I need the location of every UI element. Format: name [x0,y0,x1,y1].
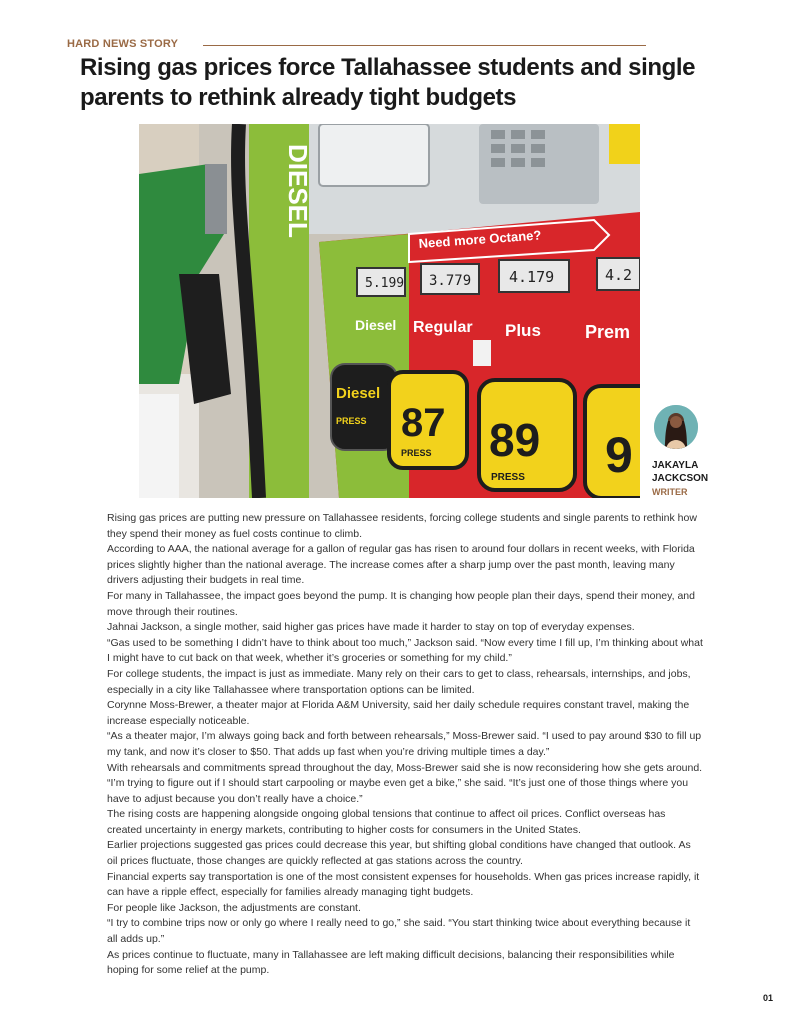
body-paragraph: Corynne Moss-Brewer, a theater major at Florida A&M University, said her daily schedule requires constant travel, making the increase especially noticeable. [107,699,690,727]
button-premium: 9 [605,427,633,483]
grade-regular: Regular [413,319,473,336]
body-paragraph: For college students, the impact is just as immediate. Many rely on their cars to get to class, rehearsals, internships, and jobs, especially in a city like Tallahassee where transportation options can be limited. [107,667,691,696]
grade-plus: Plus [505,321,541,340]
price-diesel: 5.199 [365,276,405,291]
author-avatar [654,405,698,449]
body-paragraph: The rising costs are happening alongside ongoing global tensions that continue to affect oil prices. Conflict overseas has created uncertainty in energy markets, contributing to higher costs for consumers in the United States. [107,808,666,836]
body-paragraph: Financial experts say transportation is one of the most consistent expenses for households. When gas prices increase rapidly, it can have a ripple effect, especially for families already managing tight budgets. [107,870,700,899]
button-89-press: PRESS [491,472,525,483]
gas-pump-illustration [139,124,640,498]
price-regular: 3.779 [429,273,472,289]
grade-diesel: Diesel [355,317,397,333]
body-paragraph: For people like Jackson, the adjustments are constant. [107,901,361,914]
article-photo [139,124,640,498]
button-87: 87 [401,401,446,445]
button-diesel-press: PRESS [336,416,367,426]
avatar-portrait [654,405,698,449]
article-body [107,511,703,979]
button-87-press: PRESS [401,448,432,458]
author-role: WRITER [652,487,688,497]
kicker-rule [203,45,646,46]
button-89: 89 [489,414,541,466]
body-paragraph: “I try to combine trips now or only go where I really need to go,” she said. “You start thinking twice about everything because it all adds up.” [107,917,691,946]
grade-premium: Prem [585,322,631,342]
price-plus: 4.179 [509,268,555,286]
author-name: JAKAYLA JACKCSON [652,460,709,484]
body-paragraph: For many in Tallahassee, the impact goes beyond the pump. It is changing how people plan their days, spend their money, and move through their routines. [107,589,695,618]
octane-banner: Need more Octane? [418,227,542,251]
body-paragraph: With rehearsals and commitments spread throughout the day, Moss-Brewer said she is now reconsidering how she gets around. [107,761,703,774]
body-paragraph: “Gas used to be something I didn’t have to think about too much,” Jackson said. “Now every time I fill up, I’m thinking about what I might have to cut back on that week, whether it’s groceries or something for my child.” [107,636,703,665]
body-paragraph: “I’m trying to figure out if I should start carpooling or maybe even get a bike,” she said. “It’s just one of those things where you have to adjust because you don’t really have a choice.” [107,777,689,805]
headline: Rising gas prices force Tallahassee students and single parents to rethink already tight budgets [80,54,696,111]
body-paragraph: According to AAA, the national average for a gallon of regular gas has risen to around four dollars in recent weeks, with Florida prices slightly higher than the national average. The increase comes after a sharp jump over the past month, leaving many drivers adjusting their budgets in real time. [107,543,695,587]
section-kicker: HARD NEWS STORY [67,38,179,50]
body-paragraph: Jahnai Jackson, a single mother, said higher gas prices have made it harder to stay on top of everyday expenses. [107,621,635,634]
page-number: 01 [763,993,774,1003]
body-paragraph: Rising gas prices are putting new pressure on Tallahassee residents, forcing college students and single parents to rethink how they spend their money as fuel costs continue to climb. [107,512,697,540]
body-paragraph: Earlier projections suggested gas prices could decrease this year, but shifting global conditions have changed that outlook. As oil prices fluctuate, those changes are quickly reflected at gas stations across the country. [107,839,691,868]
pump-side-label: DIESEL [283,144,313,238]
body-paragraph: “As a theater major, I’m always going back and forth between rehearsals,” Moss-Brewer said. “I used to pay around $30 to fill up my tank, and now it’s closer to $50. That adds up fast when you’re driving multiple times a day.” [107,730,702,758]
price-premium: 4.2 [605,266,633,284]
body-paragraph: As prices continue to fluctuate, many in Tallahassee are left making difficult decisions, balancing their responsibilities while hoping for some relief at the pump. [107,948,675,977]
button-diesel: Diesel [336,385,381,402]
